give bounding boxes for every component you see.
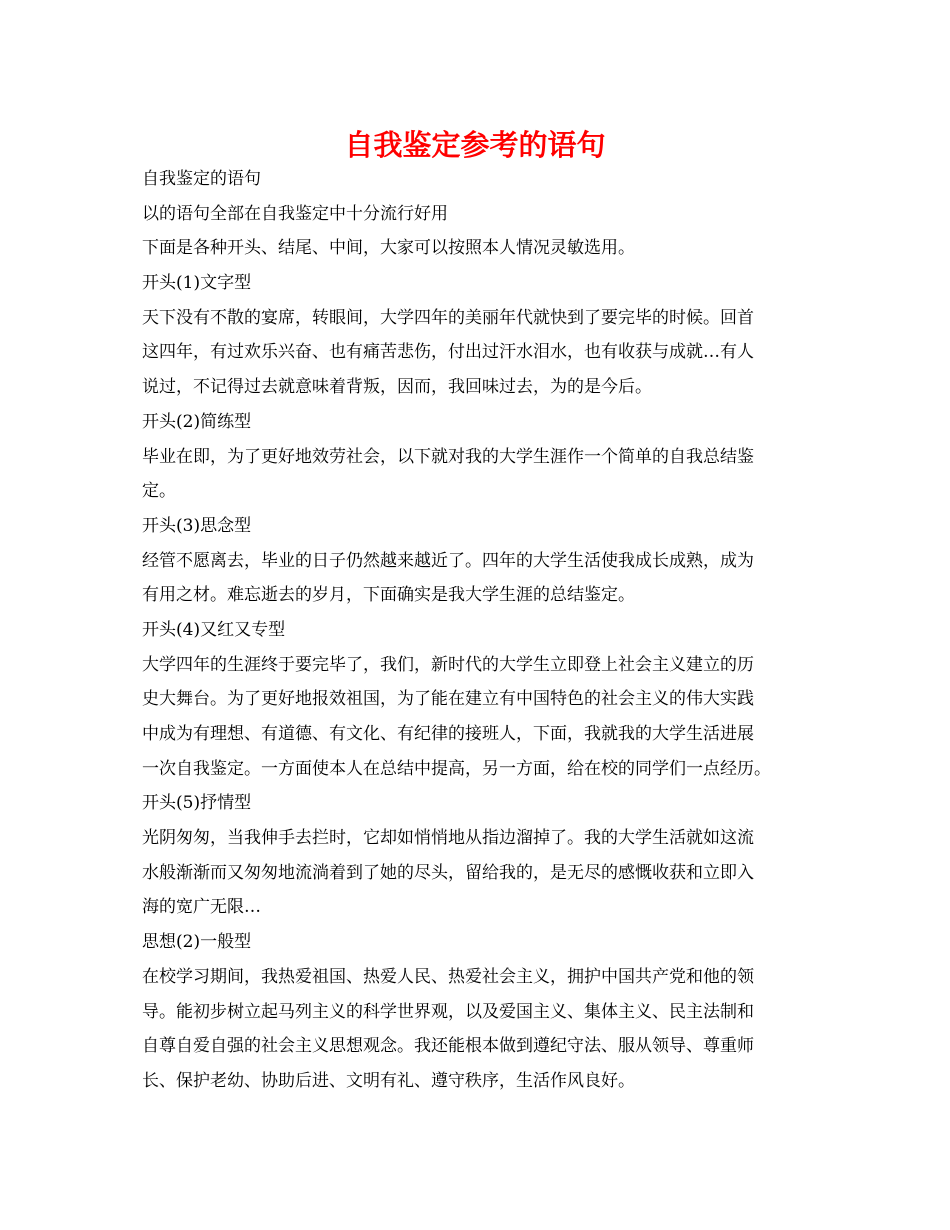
body-line: 海的宽广无限… [142, 897, 261, 918]
body-line: 自尊自爱自强的社会主义思想观念。我还能根本做到遵纪守法、服从领导、尊重师 [142, 1036, 754, 1057]
body-line: 天下没有不散的宴席，转眼间，大学四年的美丽年代就快到了要完毕的时候。回首 [142, 307, 754, 328]
section-heading: 思想(2)一般型 [142, 932, 252, 953]
body-line: 经管不愿离去，毕业的日子仍然越来越近了。四年的大学生活使我成长成熟，成为 [142, 550, 754, 571]
body-line: 导。能初步树立起马列主义的科学世界观，以及爱国主义、集体主义、民主法制和 [142, 1001, 754, 1022]
body-line: 这四年，有过欢乐兴奋、也有痛苦悲伤，付出过汗水泪水，也有收获与成就…有人 [142, 342, 754, 363]
body-line: 中成为有理想、有道德、有文化、有纪律的接班人，下面，我就我的大学生活进展 [142, 724, 754, 744]
body-line: 毕业在即，为了更好地效劳社会，以下就对我的大学生涯作一个简单的自我总结鉴 [142, 446, 754, 467]
body-line: 史大舞台。为了更好地报效祖国，为了能在建立有中国特色的社会主义的伟大实践 [142, 689, 754, 710]
body-line: 水般渐渐而又匆匆地流淌着到了她的尽头，留给我的，是无尽的感慨收获和立即入 [142, 862, 754, 883]
section-heading: 开头(1)文字型 [142, 273, 252, 294]
section-heading: 开头(4)又红又专型 [142, 619, 286, 640]
body-line: 在校学习期间，我热爱祖国、热爱人民、热爱社会主义，拥护中国共产党和他的领 [142, 966, 754, 987]
document-title: 自我鉴定参考的语句 [344, 128, 606, 162]
section-heading: 开头(2)简练型 [142, 411, 252, 432]
body-line: 说过，不记得过去就意味着背叛，因而，我回味过去，为的是今后。 [142, 377, 652, 398]
body-line: 有用之材。难忘逝去的岁月，下面确实是我大学生涯的总结鉴定。 [142, 585, 635, 606]
body-line: 一次自我鉴定。一方面使本人在总结中提高，另一方面，给在校的同学们一点经历。 [142, 758, 771, 779]
document-body [142, 162, 822, 1099]
body-line: 定。 [142, 481, 176, 502]
body-line: 自我鉴定的语句 [142, 169, 261, 189]
body-line: 下面是各种开头、结尾、中间，大家可以按照本人情况灵敏选用。 [142, 238, 635, 259]
body-line: 长、保护老幼、协助后进、文明有礼、遵守秩序，生活作风良好。 [142, 1070, 635, 1091]
section-heading: 开头(3)思念型 [142, 515, 252, 536]
body-line: 光阴匆匆，当我伸手去拦时，它却如悄悄地从指边溜掉了。我的大学生活就如这流 [142, 828, 754, 849]
body-line: 以的语句全部在自我鉴定中十分流行好用 [142, 203, 448, 224]
section-heading: 开头(5)抒情型 [142, 793, 252, 814]
body-line: 大学四年的生涯终于要完毕了，我们，新时代的大学生立即登上社会主义建立的历 [142, 654, 754, 675]
